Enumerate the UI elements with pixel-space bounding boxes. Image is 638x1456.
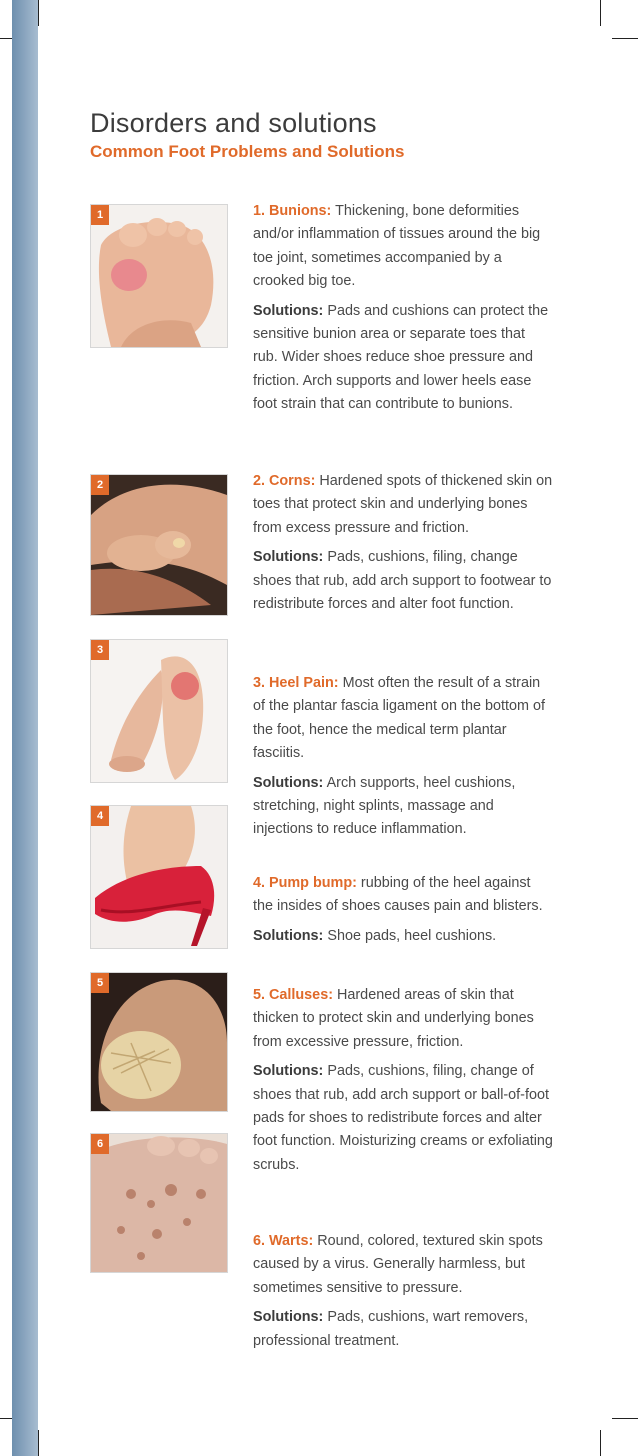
- item-number-badge: 3: [91, 640, 109, 660]
- corns-toes-photo: [90, 474, 228, 616]
- crop-mark: [600, 1430, 601, 1456]
- warts-sole-photo: [90, 1133, 228, 1273]
- heel-pain-photo: [90, 639, 228, 783]
- item-heel-pain: [253, 672, 553, 842]
- item-warts: [253, 1230, 553, 1353]
- item-title: 3. Heel Pain:: [253, 675, 339, 691]
- item-description: Hardened areas of skin that thicken to protect skin and underlying bones from excessive pressure, friction.: [253, 987, 534, 1050]
- item-number-badge: 1: [91, 205, 109, 225]
- solutions-text: Pads, cushions, wart removers, professional treatment.: [253, 1309, 529, 1349]
- crop-mark: [38, 1430, 39, 1456]
- item-description: Round, colored, textured skin spots caused by a virus. Generally harmless, but sometimes sensitive to pressure.: [253, 1233, 543, 1296]
- item-bunions: [253, 200, 553, 417]
- crop-mark: [612, 1418, 638, 1419]
- item-title: 4. Pump bump:: [253, 875, 357, 891]
- item-calluses: [253, 984, 553, 1177]
- solutions-label: Solutions:: [253, 549, 324, 566]
- page-title: Disorders and solutions: [90, 108, 377, 138]
- solutions-label: Solutions:: [253, 927, 324, 944]
- item-title: 6. Warts:: [253, 1233, 314, 1249]
- item-pump-bump: [253, 872, 553, 948]
- item-description: Most often the result of a strain of the plantar fascia ligament on the bottom of the foot, hence the medical term plantar fasciitis.: [253, 675, 545, 762]
- crop-mark: [600, 0, 601, 26]
- item-title: 5. Calluses:: [253, 987, 333, 1003]
- item-description: rubbing of the heel against the insides of shoes causes pain and blisters.: [253, 875, 543, 915]
- page-subtitle: Common Foot Problems and Solutions: [90, 142, 405, 161]
- solutions-text: Pads and cushions can protect the sensitive bunion area or separate toes that rub. Wider shoes reduce shoe pressure and friction. Arch supports and lower heels ease foot strain that can contribute to bunions.: [253, 302, 549, 413]
- solutions-label: Solutions:: [253, 1309, 324, 1326]
- item-title: 1. Bunions:: [253, 203, 332, 219]
- item-number-badge: 2: [91, 475, 109, 495]
- solutions-text: Arch supports, heel cushions, stretching, night splints, massage and injections to reduce inflammation.: [253, 774, 516, 838]
- crop-mark: [612, 38, 638, 39]
- side-band: [12, 0, 38, 1456]
- solutions-text: Pads, cushions, filing, change shoes that rub, add arch support to footwear to redistribute forces and alter foot function.: [253, 549, 552, 613]
- item-corns: [253, 470, 553, 616]
- crop-mark: [38, 0, 39, 26]
- item-number-badge: 6: [91, 1134, 109, 1154]
- item-description: Hardened spots of thickened skin on toes that protect skin and underlying bones from excess pressure and friction.: [253, 473, 553, 536]
- solutions-label: Solutions:: [253, 302, 324, 319]
- item-title: 2. Corns:: [253, 473, 316, 489]
- pump-bump-red-shoe-photo: [90, 805, 228, 949]
- calluses-heel-photo: [90, 972, 228, 1112]
- solutions-text: Shoe pads, heel cushions.: [323, 927, 497, 944]
- solutions-text: Pads, cushions, filing, change of shoes that rub, add arch support or ball-of-foot pads for shoes to redistribute forces and alter foot function. Moisturizing creams or exfoliating scrubs.: [253, 1063, 553, 1173]
- item-description: Thickening, bone deformities and/or inflammation of tissues around the big toe joint, sometimes accompanied by a crooked big toe.: [253, 203, 541, 290]
- item-number-badge: 5: [91, 973, 109, 993]
- bunion-foot-photo: [90, 204, 228, 348]
- solutions-label: Solutions:: [253, 1063, 324, 1080]
- item-number-badge: 4: [91, 806, 109, 826]
- solutions-label: Solutions:: [253, 774, 324, 791]
